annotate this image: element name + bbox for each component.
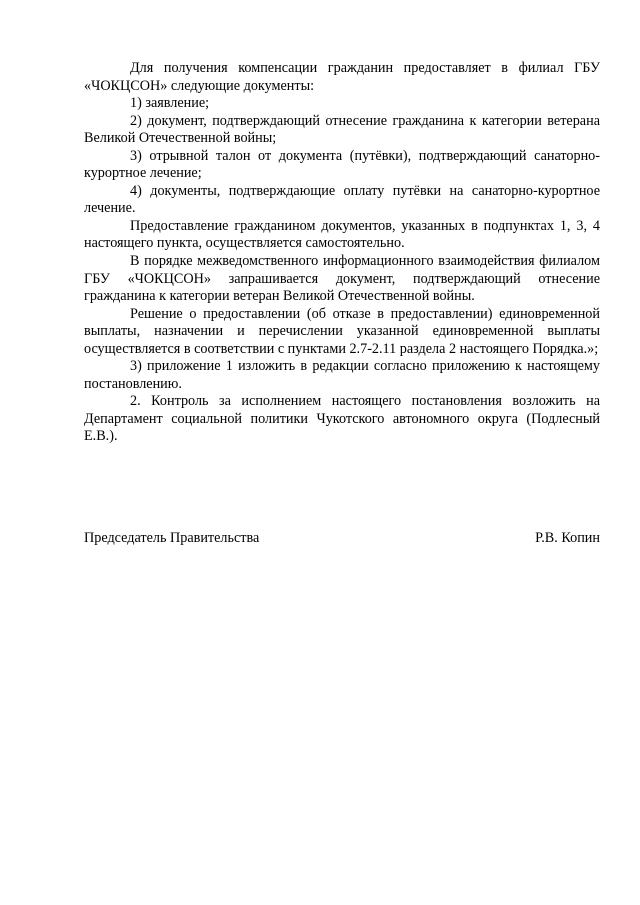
paragraph-item-1: 1) заявление; <box>130 95 210 112</box>
paragraph-item-3: 3) отрывной талон от документа (путёвки), подтверждающий санаторно-курортное лечение; <box>84 147 600 182</box>
paragraph-intro: Для получения компенсации гражданин предоставляет в филиал ГБУ «ЧОКЦСОН» следующие документы: <box>84 60 600 94</box>
paragraph-item-2: 2) документ, подтверждающий отнесение гражданина к категории ветерана Великой Отечественной войны; <box>84 112 600 147</box>
document-body <box>84 60 600 446</box>
paragraph-self-submission: Предоставление гражданином документов, указанных в подпунктах 1, 3, 4 настоящего пункта, осуществляется самостоятельно. <box>84 217 600 252</box>
paragraph-appendix: 3) приложение 1 изложить в редакции согласно приложению к настоящему постановлению. <box>84 358 600 392</box>
signatory-position: Председатель Правительства <box>84 530 260 546</box>
signatory-name: Р.В. Копин <box>535 530 600 546</box>
signature-block <box>84 530 600 548</box>
paragraph-interagency: В порядке межведомственного информационного взаимодействия филиалом ГБУ «ЧОКЦСОН» запрашивается документ, подтверждающий отнесение гражданина к категории ветеран Великой Отечественной войны. <box>84 253 600 305</box>
paragraph-decision: Решение о предоставлении (об отказе в предоставлении) единовременной выплаты, назначении и перечислении указанной единовременной выплаты осуществляется в соответствии с пунктами 2.7-2.11 раздела 2 настоящего Порядка.»; <box>84 305 600 357</box>
paragraph-item-4: 4) документы, подтверждающие оплату путёвки на санаторно-курортное лечение. <box>84 182 600 217</box>
paragraph-control: 2. Контроль за исполнением настоящего постановления возложить на Департамент социальной политики Чукотского автономного округа (Подлесный Е.В.). <box>84 393 600 445</box>
